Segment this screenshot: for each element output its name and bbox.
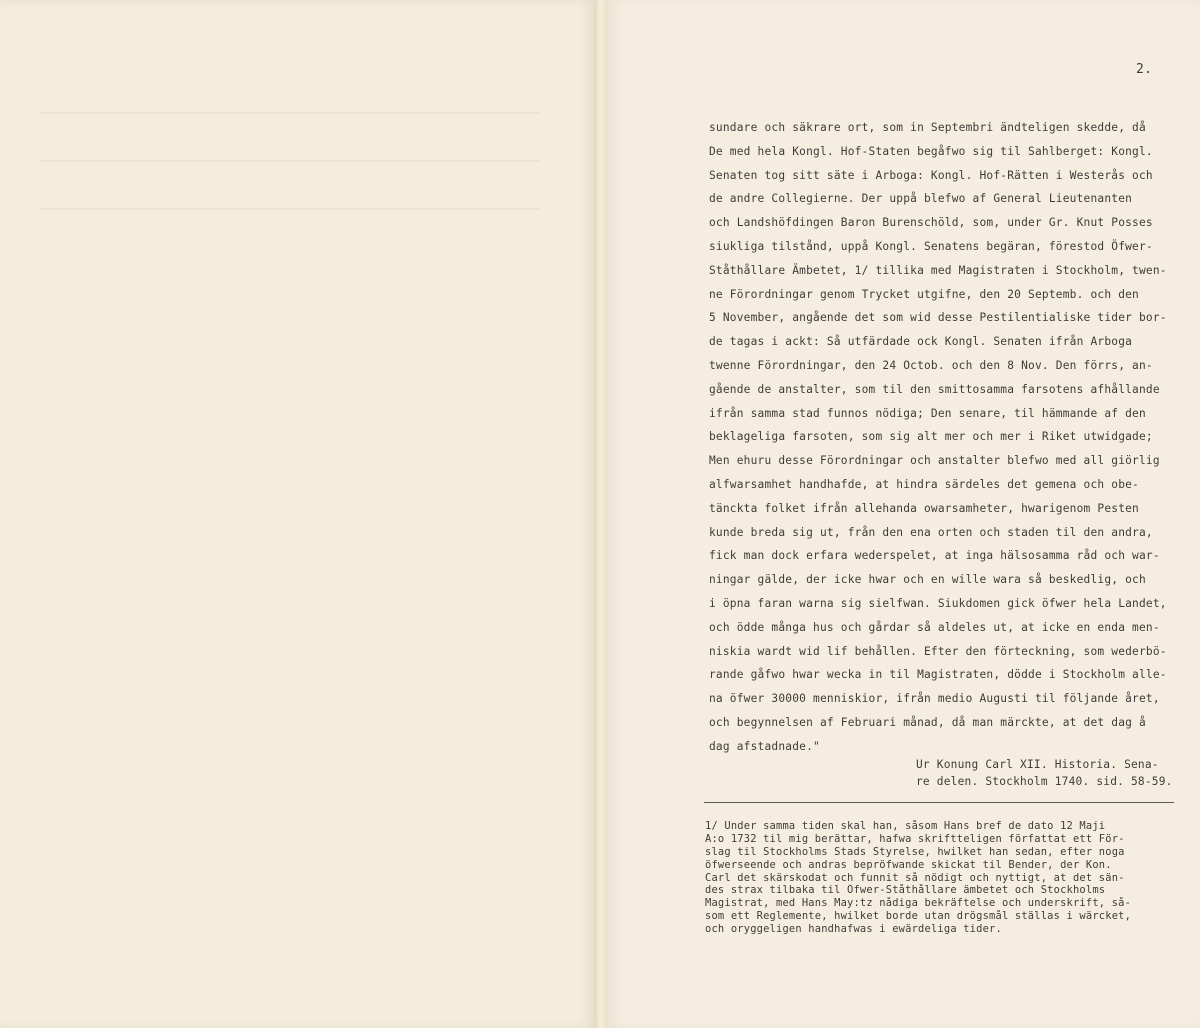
body-line: de tagas i ackt: Så utfärdade ock Kongl. Senaten ifrån Arboga: [709, 335, 1133, 349]
footnote-line: öfwerseende och andras bepröfwande skickat til Bender, der Kon.: [705, 858, 1112, 871]
body-line: i öpna faran warna sig sielfwan. Siukdomen gick öfwer hela Landet,: [709, 596, 1167, 610]
body-line: och Landshöfdingen Baron Burenschöld, som, under Gr. Knut Posses: [709, 216, 1153, 230]
body-line: Senaten tog sitt säte i Arboga: Kongl. Hof-Rätten i Westerås och: [709, 168, 1153, 182]
body-line: beklageliga farsoten, som sig alt mer och mer i Riket utwidgade;: [709, 430, 1153, 444]
source-reference: [916, 756, 1178, 790]
footnote-line: slag til Stockholms Stads Styrelse, hwilket han sedan, efter noga: [705, 845, 1125, 858]
body-line: rande gåfwo hwar wecka in til Magistraten, dödde i Stockholm alle-: [709, 668, 1167, 682]
footnote-line: Magistrat, med Hans May:tz nådiga bekräftelse och underskrift, så-: [705, 897, 1132, 910]
body-line: ifrån samma stad funnos nödiga; Den senare, til hämmande af den: [709, 406, 1146, 420]
body-line: och ödde många hus och gårdar så aldeles ut, at icke en enda men-: [709, 620, 1160, 634]
body-line: twenne Förordningar, den 24 Octob. och den 8 Nov. Den förrs, an-: [709, 358, 1153, 372]
body-line: Men ehuru desse Förordningar och anstalter blefwo med all giörlig: [709, 454, 1160, 468]
body-line: Ståthållare Ämbetet, 1/ tillika med Magistraten i Stockholm, twen-: [709, 263, 1167, 277]
footnote-line: Carl det skärskodat och funnit så nödigt och nyttigt, at det sän-: [705, 871, 1125, 884]
body-line: ningar gälde, der icke hwar och en wille wara så beskedlig, och: [709, 573, 1146, 587]
body-line: na öfwer 30000 menniskior, ifrån medio Augusti til följande året,: [709, 692, 1160, 706]
body-line: fick man dock erfara wederspelet, at inga hälsosamma råd och war-: [709, 549, 1160, 563]
body-line: gående de anstalter, som til den smittosamma farsotens afhållande: [709, 382, 1160, 396]
body-line: och begynnelsen af Februari månad, då man märckte, at det dag å: [709, 715, 1146, 729]
page-gutter: [594, 0, 608, 1028]
footnote-divider: [704, 802, 1174, 803]
left-page-blank: [0, 0, 594, 1028]
footnote-line: och oryggeligen handhafwas i ewärdeliga tider.: [705, 923, 1002, 936]
page-number: 2.: [1136, 62, 1153, 77]
body-line: sundare och säkrare ort, som in Septembri ändteligen skedde, då: [709, 121, 1146, 134]
source-line: re delen. Stockholm 1740. sid. 58-59.: [916, 775, 1173, 788]
footnote-line: A:o 1732 til mig berättar, hafwa skriftteligen författat ett För-: [705, 832, 1125, 845]
body-line: alfwarsamhet handhafde, at hindra särdeles det gemena och obe-: [709, 477, 1139, 491]
body-line: ne Förordningar genom Trycket utgifne, den 20 Septemb. och den: [709, 287, 1139, 301]
body-line: niskia wardt wid lif behållen. Efter den förteckning, som wederbö-: [709, 644, 1167, 658]
body-line: 5 November, angående det som wid desse Pestilentialiske tider bor-: [709, 311, 1167, 325]
body-line: de andre Collegierne. Der uppå blefwo af General Lieutenanten: [709, 192, 1133, 206]
body-line: De med hela Kongl. Hof-Staten begåfwo sig til Sahlberget: Kongl.: [709, 144, 1153, 158]
body-line: tänckta folket ifrån allehanda owarsamheter, hwarigenom Pesten: [709, 501, 1139, 515]
body-line: kunde breda sig ut, från den ena orten och staden til den andra,: [709, 525, 1153, 539]
footnote: [705, 820, 1183, 936]
footnote-line: 1/ Under samma tiden skal han, såsom Hans bref de dato 12 Maji: [705, 820, 1106, 832]
body-text: [709, 116, 1179, 759]
body-line: siukliga tilstånd, uppå Kongl. Senatens begäran, förestod Öfwer-: [709, 239, 1153, 253]
source-line: Ur Konung Carl XII. Historia. Sena-: [916, 758, 1159, 771]
footnote-line: som ett Reglemente, hwilket borde utan drögsmål ställas i wärcket,: [705, 910, 1132, 923]
body-line: dag afstadnade.": [709, 739, 820, 753]
bleed-through-shadow: [40, 90, 540, 210]
footnote-line: des strax tilbaka til Öfwer-Ståthållare ämbetet och Stockholms: [705, 884, 1106, 897]
